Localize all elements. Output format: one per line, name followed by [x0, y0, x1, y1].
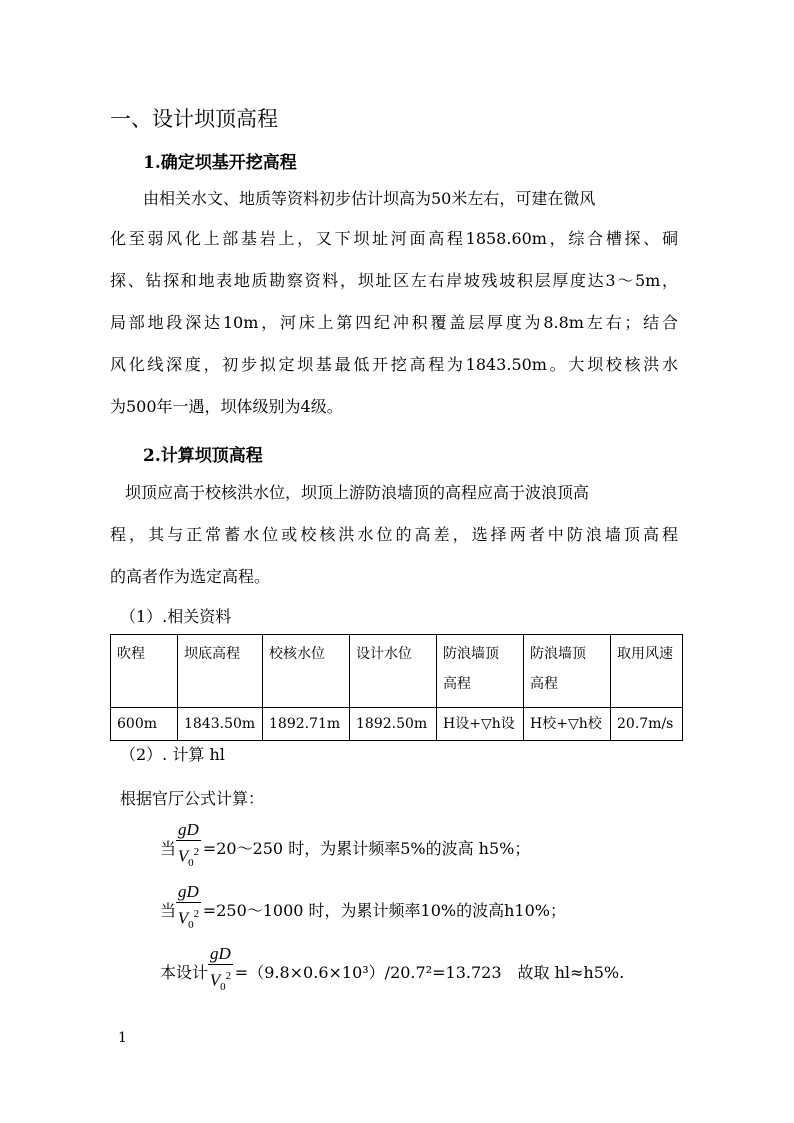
formula-line-c-text: =（9.8×0.6×10³）/20.7²=13.723 故取 hl≈h5%.	[234, 962, 625, 982]
formula-line-b	[160, 882, 566, 936]
formula-line-b-text: =250～1000 时，为累计频率10%的波高h10%；	[202, 900, 566, 920]
table-cell: H设+▽h设	[437, 708, 524, 741]
table-cell: 20.7m/s	[611, 708, 683, 741]
fraction-gD-over-V0-squared: $\frac{gD}{V_0^2}$	[177, 820, 200, 870]
table-cell: 1843.50m	[178, 708, 263, 741]
subsection-heading-2: 2.计算坝顶高程	[143, 446, 263, 466]
para2-line-2: 程，其与正常蓄水位或校核洪水位的高差，选择两者中防浪墙顶高程	[110, 525, 678, 544]
table-header-cell: 校核水位	[263, 635, 350, 708]
table-cell: H校+▽h校	[524, 708, 611, 741]
para1-line-2: 化至弱风化上部基岩上，又下坝址河面高程1858.60m，综合槽探、硐	[110, 229, 678, 248]
table-cell: 1892.71m	[263, 708, 350, 741]
table-header-cell: 吹程	[111, 635, 178, 708]
page-number: 1	[118, 1030, 127, 1046]
formula-line-c	[160, 944, 624, 998]
formula-line-a-text: =20～250 时，为累计频率5%的波高 h5%；	[202, 838, 531, 858]
table-cell: 1892.50m	[350, 708, 437, 741]
table-header-cell: 取用风速	[611, 635, 683, 708]
table-header-row	[111, 635, 683, 708]
para1-line-3: 探、钻探和地表地质勘察资料，坝址区左右岸坡残坡积层厚度达3～5m，	[110, 271, 678, 290]
table-cell: 600m	[111, 708, 178, 741]
table-header-cell: 坝底高程	[178, 635, 263, 708]
para1-line-5: 风化线深度，初步拟定坝基最低开挖高程为1843.50m。大坝校核洪水	[110, 355, 678, 374]
para1-line-4: 局部地段深达10m，河床上第四纪冲积覆盖层厚度为8.8m左右；结合	[110, 313, 678, 332]
para1-line-6: 为500年一遇，坝体级别为4级。	[110, 397, 343, 416]
formula-line-b-prefix: 当	[160, 900, 177, 920]
table-header-cell: 防浪墙顶 高程	[524, 635, 611, 708]
table-header-cell: 防浪墙顶 高程	[437, 635, 524, 708]
fraction-gD-over-V0-squared: $\frac{gD}{V_0^2}$	[209, 944, 232, 994]
formula-line-a	[160, 820, 530, 874]
subheading-related-data: （1）.相关资料	[120, 607, 232, 626]
fraction-gD-over-V0-squared: $\frac{gD}{V_0^2}$	[177, 882, 200, 932]
formula-line-a-prefix: 当	[160, 838, 177, 858]
table-row	[111, 708, 683, 741]
subsection-heading-1: 1.确定坝基开挖高程	[143, 153, 297, 173]
parameter-table	[110, 634, 683, 741]
para1-line-1: 由相关水文、地质等资料初步估计坝高为50米左右，可建在微风	[143, 189, 596, 208]
table-header-cell: 设计水位	[350, 635, 437, 708]
section-heading: 一、设计坝顶高程	[110, 107, 278, 131]
para2-line-1: 坝顶应高于校核洪水位，坝顶上游防浪墙顶的高程应高于波浪顶高	[125, 483, 590, 502]
formula-line-c-prefix: 本设计	[160, 962, 209, 982]
para2-line-3: 的高者作为选定高程。	[110, 567, 271, 586]
subheading-calc-hl: （2）. 计算 hl	[120, 745, 225, 764]
formula-intro: 根据官厅公式计算：	[120, 789, 265, 808]
